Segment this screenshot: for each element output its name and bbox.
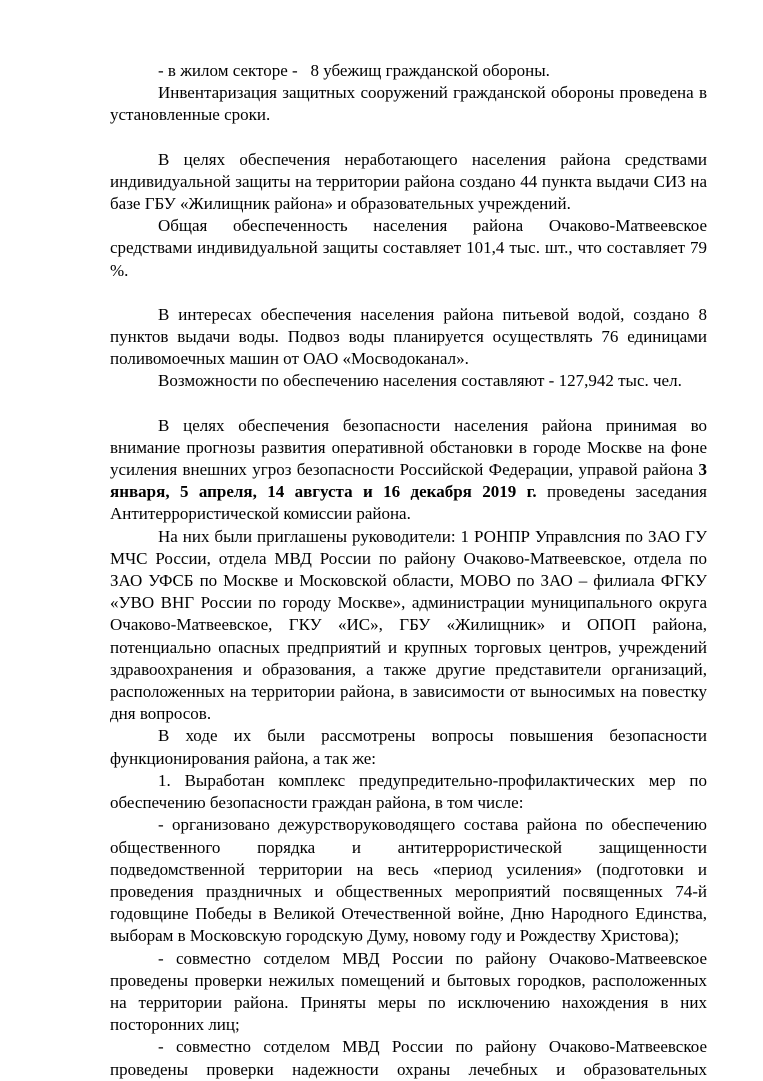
paragraph-spacer — [110, 393, 707, 415]
list-item-premises-check: - совместно сотделом МВД России по району Очаково-Матвеевское проведены проверки нежилых помещений и бытовых городков, расположенных на территории района. Приняты меры по исключению нахождения в них посторонних лиц; — [110, 948, 707, 1035]
commission-text-start: В целях обеспечения безопасности населения района принимая во внимание прогнозы развития оперативной обстановки в городе Москве на фоне усиления внешних угроз безопасности Российской Федерации, управой района — [110, 415, 707, 480]
commission-dates: 3 января, 5 апреля, 14 августа и 16 декабря 2019 г. — [110, 460, 707, 502]
paragraph-water-points: В интересах обеспечения населения района питьевой водой, создано 8 пунктов выдачи воды. Подвоз воды планируется осуществлять 76 единицами поливомоечных машин от ОАО «Мосводоканал». — [110, 304, 707, 369]
paragraph-shelters: - в жилом секторе - 8 убежищ гражданской обороны. — [158, 61, 550, 80]
paragraph-inventory: Инвентаризация защитных сооружений гражданской обороны проведена в установленные сроки. — [110, 83, 707, 125]
commission-text-end: проведены заседания Антитеррористической комиссии района. — [110, 482, 708, 524]
paragraph-spacer — [110, 127, 707, 149]
paragraph-commission — [110, 415, 707, 526]
list-item-security-check: - совместно сотделом МВД России по району Очаково-Матвеевское проведены проверки надежности охраны лечебных и образовательных — [110, 1037, 707, 1079]
paragraph-considered: В ходе их были рассмотрены вопросы повышения безопасности функционирования района, а так же: — [110, 726, 707, 768]
paragraph-siz-provision: Общая обеспеченность населения района Очаково-Матвеевское средствами индивидуальной защиты составляет 101,4 тыс. шт., что составляет 79 %. — [110, 216, 707, 280]
paragraph-spacer — [110, 282, 707, 304]
document-body — [110, 60, 707, 1081]
paragraph-water-capacity: Возможности по обеспечению населения составляют - 127,942 тыс. чел. — [158, 371, 682, 391]
paragraph-invited: На них были приглашены руководители: 1 РОНПР Управлсния по ЗАО ГУ МЧС России, отдела МВД России по району Очаково-Матвеевское, отдела по ЗАО УФСБ по Москве и Московской области, МОВО по ЗАО – филиала ФГКУ «УВО ВНГ России по городу Москве», администрации муниципального округа Очаково-Матвеевское, ГКУ «ИС», ГБУ «Жилищник» и ОПОП района, потенциально опасных предприятий и крупных торговых центров, учреждений здравоохранения и образования, а также другие представители организаций, расположенных на территории района, в зависимости от выносимых на повестку дня вопросов. — [110, 526, 707, 724]
paragraph-measures: 1. Выработан комплекс предупредительно-профилактических мер по обеспечению безопасности граждан района, в том числе: — [110, 770, 707, 813]
list-item-duty: - организовано дежурстворуководящего состава района по обеспечению общественного порядка и антитеррористической защищенности подведомственной территории на весь «период усиления» (подготовки и проведения праздничных и общественных мероприятий посвященных 74-й годовщине Победы в Великой Отечественной войне, Дню Народного Единства, выборам в Московскую городскую Думу, новому году и Рождеству Христова); — [110, 815, 707, 946]
paragraph-siz-points: В целях обеспечения неработающего населения района средствами индивидуальной защиты на территории района создано 44 пункта выдачи СИЗ на базе ГБУ «Жилищник района» и образовательных учреждений. — [110, 149, 707, 214]
